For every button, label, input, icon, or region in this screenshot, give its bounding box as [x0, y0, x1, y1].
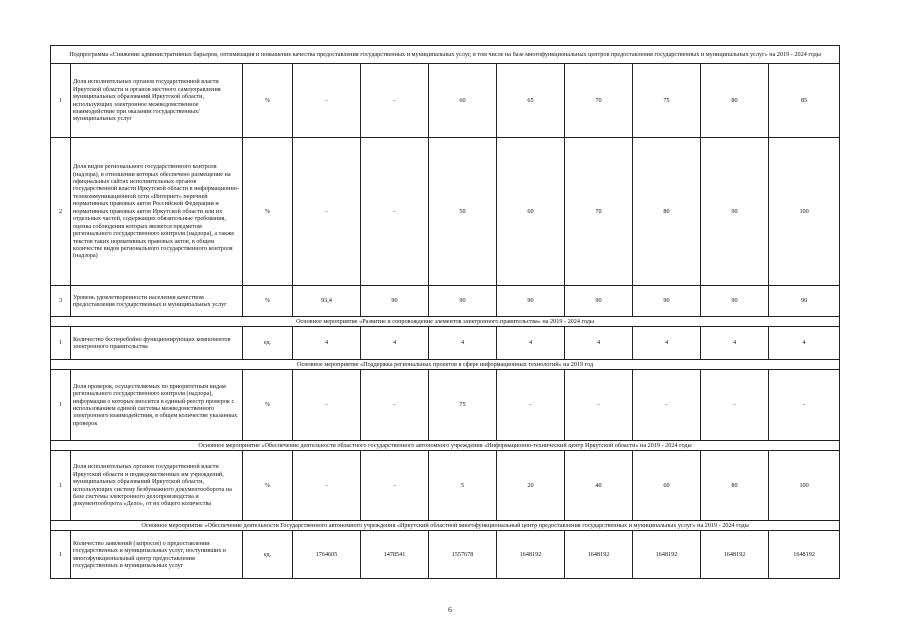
value-cell: 90 [769, 286, 840, 317]
value-cell: 20 [497, 451, 565, 521]
section-header-row [51, 441, 840, 451]
section-header-row [51, 317, 840, 327]
section-title: Основное мероприятие «Развитие и сопровождение элементов электронного правительства» на 2019 - 2024 годы [51, 317, 840, 327]
value-cell: - [361, 64, 429, 138]
indicator-name: Доля видов регионального государственного контроля (надзора), в отношении которых обеспечено размещение на официальных сайтах исполнительных органов государственной власти Иркутской области в информационно-телекоммуникационной сети «Интернет» перечней нормативных правовых актов Российской Федерации и нормативных правовых актов Иркутской области или их отдельных частей, содержащих обязательные требования, оценка соблюдения которых является предметом регионального государственного контроля (надзора), а также текстов таких нормативных правовых актов, в общем количестве видов регионального государственного контроля (надзора) [71, 138, 243, 286]
value-cell: 1648192 [701, 531, 769, 579]
value-cell: - [361, 138, 429, 286]
subprogram-header-row [51, 46, 840, 64]
value-cell: - [565, 370, 633, 441]
indicator-name: Количество бесперебойно функционирующих компонентов электронного правительства [71, 327, 243, 360]
indicator-name: Доля исполнительных органов государственной власти Иркутской области и органов местного самоуправления муниципальных образований Иркутской области, использующих электронное межведомственное взаимодействие при оказании государственных/муниципальных услуг [71, 64, 243, 138]
table-row [51, 451, 840, 521]
value-cell: 90 [565, 286, 633, 317]
value-cell: - [701, 370, 769, 441]
value-cell: 4 [429, 327, 497, 360]
value-cell: 4 [565, 327, 633, 360]
value-cell: 1557678 [429, 531, 497, 579]
table-row [51, 327, 840, 360]
indicator-name: Доля проверок, осуществляемых по приоритетным видам регионального государственного контроля (надзора), информация о которых вносится в единый реестр проверок с использованием единой системы межведомственного электронного взаимодействия, в общем количестве указанных проверок [71, 370, 243, 441]
section-title: Основное мероприятие «Обеспечение деятельности областного государственного автономного учреждения «Информационно-технический центр Иркутской области» на 2019 - 2024 годы [51, 441, 840, 451]
value-cell: 4 [633, 327, 701, 360]
value-cell: 1478541 [361, 531, 429, 579]
table-row [51, 64, 840, 138]
table-row [51, 370, 840, 441]
value-cell: 4 [769, 327, 840, 360]
value-cell: 1648192 [633, 531, 701, 579]
row-number: 3 [51, 286, 71, 317]
value-cell: - [293, 370, 361, 441]
value-cell: 75 [633, 64, 701, 138]
unit-cell: % [243, 370, 293, 441]
value-cell: - [361, 370, 429, 441]
value-cell: 1648192 [497, 531, 565, 579]
value-cell: 1648192 [565, 531, 633, 579]
value-cell: 60 [633, 451, 701, 521]
value-cell: - [633, 370, 701, 441]
unit-cell: % [243, 138, 293, 286]
value-cell: 100 [769, 138, 840, 286]
indicator-name: Доля исполнительных органов государственной власти Иркутской области и подведомственных им учреждений, муниципальных образований Иркутской области, использующих систему безбумажного документооборота на базе системы электронного делопроизводства и документооборота «Дело», от их общего количества [71, 451, 243, 521]
value-cell: 60 [497, 138, 565, 286]
value-cell: - [293, 451, 361, 521]
value-cell: 80 [701, 64, 769, 138]
value-cell: 4 [361, 327, 429, 360]
value-cell: - [293, 64, 361, 138]
value-cell: 93,4 [293, 286, 361, 317]
value-cell: 65 [497, 64, 565, 138]
row-number: 1 [51, 531, 71, 579]
value-cell: 85 [769, 64, 840, 138]
section-header-row [51, 521, 840, 531]
value-cell: 90 [361, 286, 429, 317]
value-cell: - [769, 370, 840, 441]
value-cell: 5 [429, 451, 497, 521]
unit-cell: ед. [243, 531, 293, 579]
value-cell: 60 [429, 64, 497, 138]
value-cell: 70 [565, 138, 633, 286]
table-row [51, 531, 840, 579]
unit-cell: % [243, 64, 293, 138]
row-number: 1 [51, 64, 71, 138]
row-number: 1 [51, 370, 71, 441]
value-cell: 100 [769, 451, 840, 521]
subprogram-header: Подпрограмма «Снижение административных барьеров, оптимизация и повышение качества предоставления государственных и муниципальных услуг, в том числе на базе многофункциональных центров предоставления государственных и муниципальных услуг» на 2019 - 2024 годы [51, 46, 840, 64]
value-cell: 90 [429, 286, 497, 317]
table-row [51, 286, 840, 317]
section-title: Основное мероприятие «Поддержка региональных проектов в сфере информационных технологий» на 2019 год [51, 360, 840, 370]
section-title: Основное мероприятие «Обеспечение деятельности Государственного автономного учреждения «Иркутский областной многофункциональный центр предоставления государственных и муниципальных услуг» на 2019 - 2024 годы [51, 521, 840, 531]
value-cell: 80 [633, 138, 701, 286]
value-cell: 4 [497, 327, 565, 360]
row-number: 2 [51, 138, 71, 286]
value-cell: 50 [429, 138, 497, 286]
value-cell: 90 [633, 286, 701, 317]
page-number: 6 [448, 605, 452, 614]
indicator-name: Уровень удовлетворенности населения качеством предоставления государственных и муниципальных услуг [71, 286, 243, 317]
indicators-table [50, 45, 840, 579]
row-number: 1 [51, 327, 71, 360]
value-cell: 70 [565, 64, 633, 138]
value-cell: - [293, 138, 361, 286]
value-cell: 90 [497, 286, 565, 317]
value-cell: 90 [701, 138, 769, 286]
value-cell: 4 [701, 327, 769, 360]
section-header-row [51, 360, 840, 370]
unit-cell: % [243, 451, 293, 521]
value-cell: 40 [565, 451, 633, 521]
table-row [51, 138, 840, 286]
value-cell: 90 [701, 286, 769, 317]
unit-cell: ед. [243, 327, 293, 360]
indicator-name: Количество заявлений (запросов) о предоставлении государственных и муниципальных услуг, поступивших в многофункциональный центр предоставления государственных и муниципальных услуг [71, 531, 243, 579]
value-cell: - [361, 451, 429, 521]
value-cell: 75 [429, 370, 497, 441]
value-cell: 1764605 [293, 531, 361, 579]
unit-cell: % [243, 286, 293, 317]
value-cell: 4 [293, 327, 361, 360]
value-cell: - [497, 370, 565, 441]
value-cell: 80 [701, 451, 769, 521]
value-cell: 1648192 [769, 531, 840, 579]
row-number: 1 [51, 451, 71, 521]
